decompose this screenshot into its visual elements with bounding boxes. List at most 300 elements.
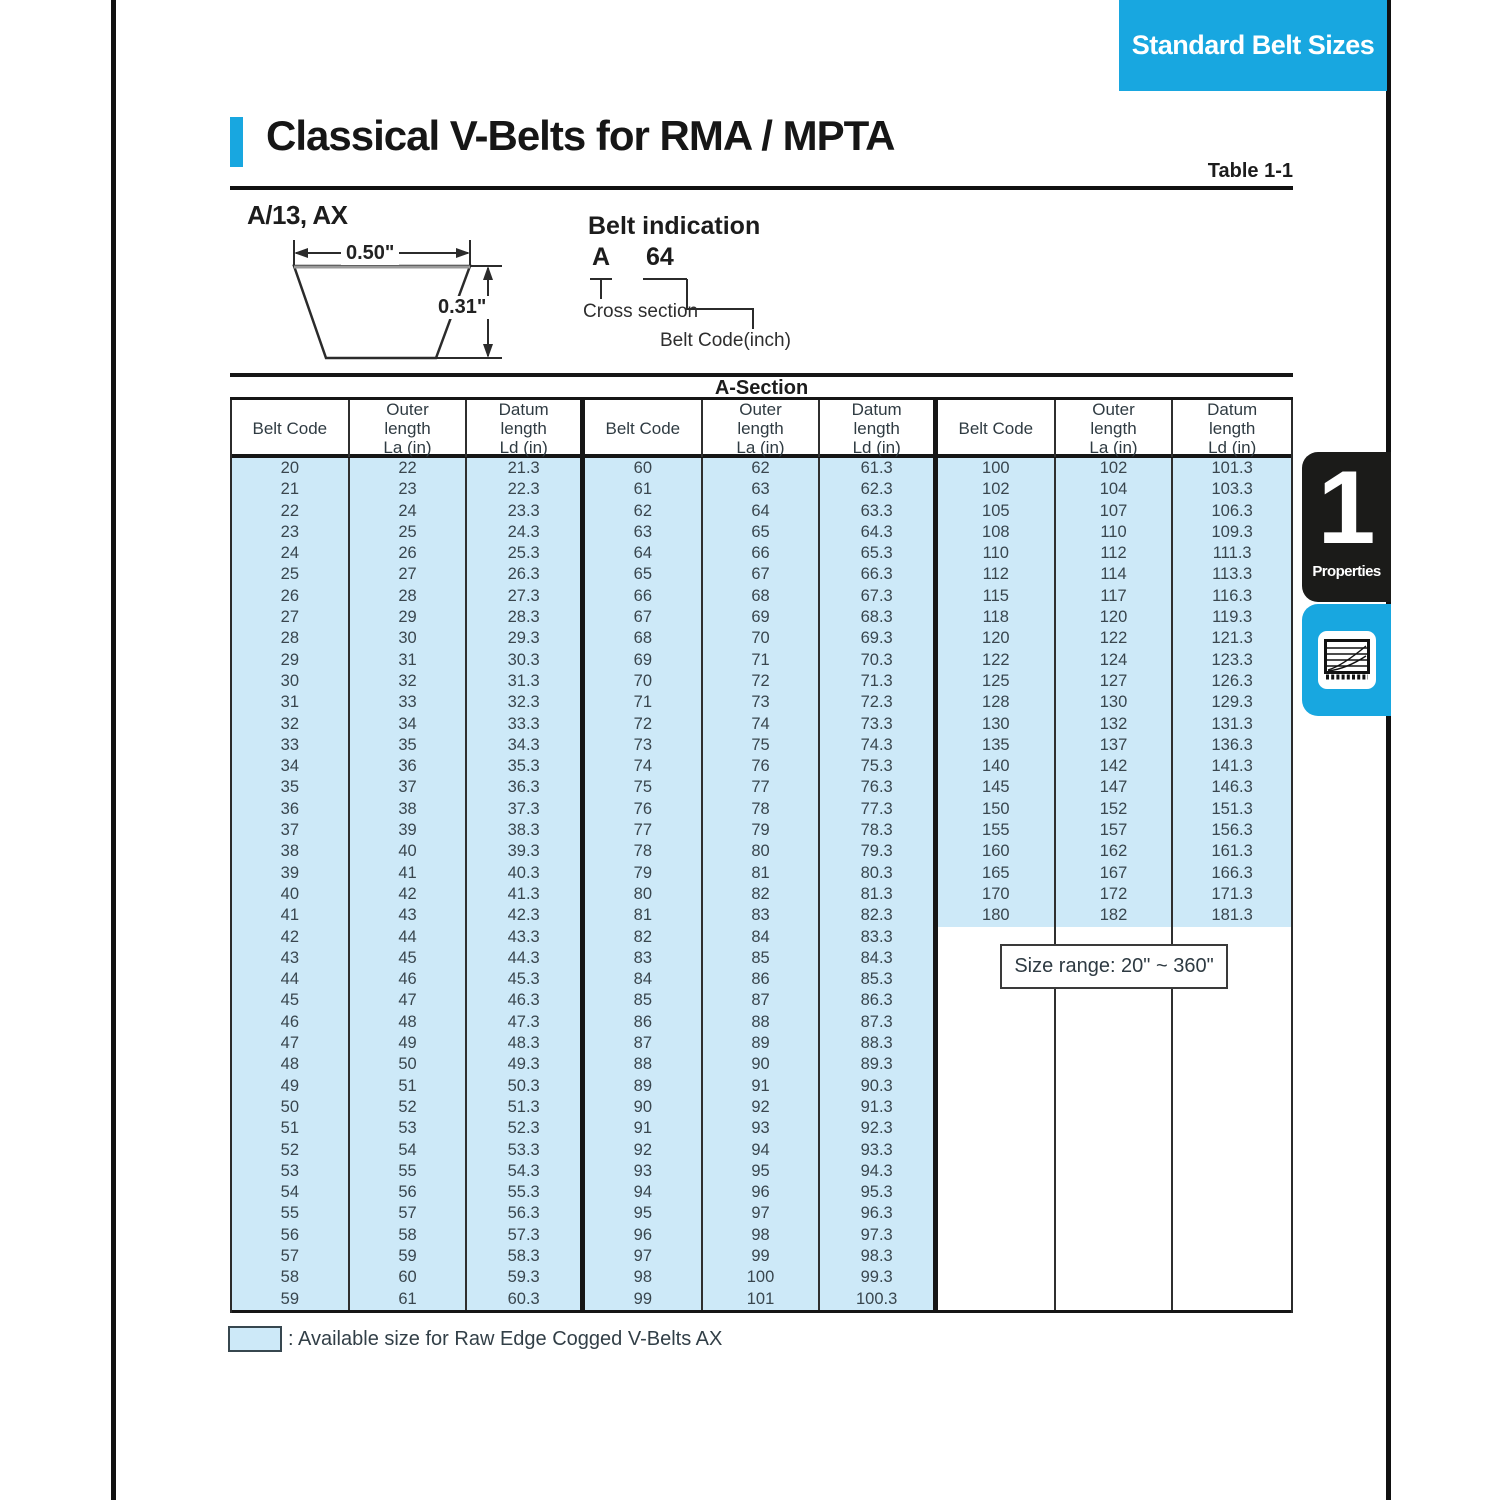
table-cell: 49.3 xyxy=(467,1054,585,1075)
table-cell: 40 xyxy=(350,841,468,862)
table-cell: 51.3 xyxy=(467,1097,585,1118)
table-cell: 151.3 xyxy=(1173,799,1291,820)
table-cell: 31 xyxy=(350,650,468,671)
table-cell xyxy=(1173,1161,1291,1182)
table-cell: 140 xyxy=(938,756,1056,777)
table-cell xyxy=(1056,1033,1174,1054)
table-cell: 136.3 xyxy=(1173,735,1291,756)
table-cell: 82 xyxy=(703,884,821,905)
table-cell: 49 xyxy=(232,1076,350,1097)
table-cell: 160 xyxy=(938,841,1056,862)
table-cell: 109.3 xyxy=(1173,522,1291,543)
table-cell: 103.3 xyxy=(1173,479,1291,500)
table-cell: 33.3 xyxy=(467,714,585,735)
table-cell: 94 xyxy=(703,1140,821,1161)
table-reference: Table 1-1 xyxy=(1207,160,1293,182)
header-outer-length: Outer length La (in) xyxy=(703,400,821,457)
belt-size-table xyxy=(230,373,1293,1313)
table-cell: 62.3 xyxy=(820,479,938,500)
table-cell: 89.3 xyxy=(820,1054,938,1075)
table-cell: 26 xyxy=(350,543,468,564)
table-cell: 116.3 xyxy=(1173,586,1291,607)
table-cell xyxy=(1056,1097,1174,1118)
table-cell: 132 xyxy=(1056,714,1174,735)
table-cell: 122 xyxy=(938,650,1056,671)
table-cell: 73 xyxy=(585,735,703,756)
table-cell: 78 xyxy=(703,799,821,820)
highlight-swatch xyxy=(228,1326,282,1352)
table-cell xyxy=(1056,1118,1174,1139)
table-cell xyxy=(1173,1118,1291,1139)
table-cell: 57 xyxy=(350,1203,468,1224)
header-belt-code: Belt Code xyxy=(232,400,350,457)
table-cell: 69.3 xyxy=(820,628,938,649)
table-cell: 63.3 xyxy=(820,501,938,522)
table-cell: 69 xyxy=(703,607,821,628)
table-cell: 37.3 xyxy=(467,799,585,820)
table-cell: 92 xyxy=(585,1140,703,1161)
table-cell: 100 xyxy=(938,458,1056,479)
table-cell: 24.3 xyxy=(467,522,585,543)
table-cell: 68.3 xyxy=(820,607,938,628)
table-cell: 91.3 xyxy=(820,1097,938,1118)
table-cell: 62 xyxy=(585,501,703,522)
table-cell xyxy=(938,1246,1056,1267)
table-cell: 123.3 xyxy=(1173,650,1291,671)
page-left-rule xyxy=(111,0,116,1500)
table-cell: 72 xyxy=(703,671,821,692)
table-cell: 170 xyxy=(938,884,1056,905)
table-cell: 39 xyxy=(350,820,468,841)
table-cell xyxy=(1173,1225,1291,1246)
table-cell: 66.3 xyxy=(820,564,938,585)
table-cell: 30 xyxy=(232,671,350,692)
table-cell: 83 xyxy=(585,948,703,969)
table-cell: 37 xyxy=(232,820,350,841)
table-cell: 156.3 xyxy=(1173,820,1291,841)
table-cell: 20 xyxy=(232,458,350,479)
chapter-label: Properties xyxy=(1312,563,1381,580)
table-cell xyxy=(938,990,1056,1011)
table-cell: 26 xyxy=(232,586,350,607)
chapter-corner-tab xyxy=(1119,0,1387,91)
table-cell: 56.3 xyxy=(467,1203,585,1224)
table-cell: 111.3 xyxy=(1173,543,1291,564)
table-cell: 66 xyxy=(585,586,703,607)
table-cell: 39.3 xyxy=(467,841,585,862)
table-cell: 63 xyxy=(703,479,821,500)
table-cell: 65 xyxy=(585,564,703,585)
table-cell: 72 xyxy=(585,714,703,735)
table-cell: 64 xyxy=(585,543,703,564)
table-cell: 92 xyxy=(703,1097,821,1118)
table-cell: 41 xyxy=(350,863,468,884)
table-cell: 75 xyxy=(703,735,821,756)
table-cell: 55 xyxy=(232,1203,350,1224)
table-cell: 62 xyxy=(703,458,821,479)
table-cell: 166.3 xyxy=(1173,863,1291,884)
table-cell: 60 xyxy=(585,458,703,479)
chapter-number: 1 xyxy=(1317,450,1376,566)
table-cell: 125 xyxy=(938,671,1056,692)
table-cell: 89 xyxy=(703,1033,821,1054)
table-cell: 129.3 xyxy=(1173,692,1291,713)
table-cell: 84 xyxy=(585,969,703,990)
table-cell xyxy=(938,1225,1056,1246)
table-cell: 54.3 xyxy=(467,1161,585,1182)
table-cell xyxy=(938,1097,1056,1118)
table-cell xyxy=(938,1118,1056,1139)
table-cell: 65 xyxy=(703,522,821,543)
belt-indication-heading: Belt indication xyxy=(588,212,761,240)
table-cell: 155 xyxy=(938,820,1056,841)
table-cell: 36 xyxy=(350,756,468,777)
table-cell: 28 xyxy=(350,586,468,607)
table-cell: 35 xyxy=(350,735,468,756)
table-cell: 46 xyxy=(232,1012,350,1033)
table-cell: 43.3 xyxy=(467,927,585,948)
width-dimension-label: 0.50" xyxy=(341,242,399,265)
table-cell: 77.3 xyxy=(820,799,938,820)
table-cell: 92.3 xyxy=(820,1118,938,1139)
table-cell: 81 xyxy=(585,905,703,926)
table-cell: 73 xyxy=(703,692,821,713)
table-cell: 50 xyxy=(232,1097,350,1118)
table-cell: 69 xyxy=(585,650,703,671)
table-cell: 42 xyxy=(232,927,350,948)
table-cell: 91 xyxy=(585,1118,703,1139)
table-cell: 23.3 xyxy=(467,501,585,522)
table-cell xyxy=(1056,1182,1174,1203)
table-cell xyxy=(1173,1267,1291,1288)
table-cell: 94 xyxy=(585,1182,703,1203)
belt-section-code: A/13, AX xyxy=(247,200,348,230)
table-cell: 105 xyxy=(938,501,1056,522)
table-cell: 25 xyxy=(350,522,468,543)
table-cell: 38.3 xyxy=(467,820,585,841)
table-cell: 112 xyxy=(938,564,1056,585)
table-cell: 152 xyxy=(1056,799,1174,820)
table-cell: 53.3 xyxy=(467,1140,585,1161)
table-cell: 100 xyxy=(703,1267,821,1288)
table-cell: 60.3 xyxy=(467,1289,585,1310)
height-dimension-label: 0.31" xyxy=(433,296,491,319)
table-cell: 43 xyxy=(350,905,468,926)
table-cell: 107 xyxy=(1056,501,1174,522)
table-cell xyxy=(1056,1225,1174,1246)
table-cell: 157 xyxy=(1056,820,1174,841)
table-cell xyxy=(1056,1054,1174,1075)
table-cell: 119.3 xyxy=(1173,607,1291,628)
table-cell: 41.3 xyxy=(467,884,585,905)
chapter-index-tab xyxy=(1302,452,1391,602)
table-cell xyxy=(1056,1289,1174,1310)
table-cell: 86.3 xyxy=(820,990,938,1011)
table-cell: 120 xyxy=(1056,607,1174,628)
table-cell: 52.3 xyxy=(467,1118,585,1139)
table-cell: 101.3 xyxy=(1173,458,1291,479)
corner-tab-label: Standard Belt Sizes xyxy=(1131,30,1375,60)
table-cell: 73.3 xyxy=(820,714,938,735)
table-cell: 40 xyxy=(232,884,350,905)
table-cell: 30.3 xyxy=(467,650,585,671)
legend-text: : Available size for Raw Edge Cogged V-Belts AX xyxy=(288,1327,723,1350)
table-cell xyxy=(1173,1246,1291,1267)
table-cell: 59.3 xyxy=(467,1267,585,1288)
table-cell: 72.3 xyxy=(820,692,938,713)
table-cell: 91 xyxy=(703,1076,821,1097)
table-cell: 22 xyxy=(350,458,468,479)
table-cell: 131.3 xyxy=(1173,714,1291,735)
table-cell: 142 xyxy=(1056,756,1174,777)
table-cell: 97 xyxy=(703,1203,821,1224)
table-cell: 96.3 xyxy=(820,1203,938,1224)
table-cell: 25.3 xyxy=(467,543,585,564)
table-cell: 25 xyxy=(232,564,350,585)
table-cell xyxy=(938,1033,1056,1054)
table-cell: 45 xyxy=(232,990,350,1011)
table-cell: 32 xyxy=(232,714,350,735)
table-cell xyxy=(1056,1267,1174,1288)
table-cell: 137 xyxy=(1056,735,1174,756)
table-cell: 39 xyxy=(232,863,350,884)
table-cell: 70 xyxy=(585,671,703,692)
table-cell: 26.3 xyxy=(467,564,585,585)
table-cell: 68 xyxy=(703,586,821,607)
table-cell: 50.3 xyxy=(467,1076,585,1097)
table-cell: 47 xyxy=(350,990,468,1011)
table-cell xyxy=(938,1203,1056,1224)
table-cell: 64.3 xyxy=(820,522,938,543)
table-cell: 89 xyxy=(585,1076,703,1097)
table-cell: 83 xyxy=(703,905,821,926)
table-cell xyxy=(1173,1097,1291,1118)
table-cell: 57 xyxy=(232,1246,350,1267)
table-cell: 117 xyxy=(1056,586,1174,607)
table-cell: 86 xyxy=(703,969,821,990)
table-cell: 115 xyxy=(938,586,1056,607)
table-cell: 56 xyxy=(232,1225,350,1246)
table-cell: 43 xyxy=(232,948,350,969)
table-cell xyxy=(1056,1246,1174,1267)
table-cell: 48.3 xyxy=(467,1033,585,1054)
header-outer-length: Outer length La (in) xyxy=(1056,400,1174,457)
table-cell: 82 xyxy=(585,927,703,948)
table-cell: 80 xyxy=(585,884,703,905)
table-cell: 46 xyxy=(350,969,468,990)
table-cell: 172 xyxy=(1056,884,1174,905)
table-cell: 81 xyxy=(703,863,821,884)
table-header-row xyxy=(232,400,1291,458)
table-cell: 67.3 xyxy=(820,586,938,607)
table-cell: 165 xyxy=(938,863,1056,884)
table-cell: 78.3 xyxy=(820,820,938,841)
table-cell: 104 xyxy=(1056,479,1174,500)
table-cell: 40.3 xyxy=(467,863,585,884)
table-cell xyxy=(1056,1161,1174,1182)
table-cell: 61 xyxy=(585,479,703,500)
table-cell xyxy=(1173,1140,1291,1161)
table-cell: 106.3 xyxy=(1173,501,1291,522)
table-cell xyxy=(1173,1289,1291,1310)
table-cell: 161.3 xyxy=(1173,841,1291,862)
table-cell: 65.3 xyxy=(820,543,938,564)
table-cell: 120 xyxy=(938,628,1056,649)
table-cell: 36.3 xyxy=(467,777,585,798)
table-cell: 74 xyxy=(703,714,821,735)
table-cell: 45 xyxy=(350,948,468,969)
table-cell: 85 xyxy=(585,990,703,1011)
table-cell: 29 xyxy=(350,607,468,628)
table-cell: 34 xyxy=(232,756,350,777)
table-cell: 110 xyxy=(1056,522,1174,543)
table-cell: 50 xyxy=(350,1054,468,1075)
table-cell: 97.3 xyxy=(820,1225,938,1246)
table-cell: 64 xyxy=(703,501,821,522)
table-cell: 99 xyxy=(703,1246,821,1267)
table-cell: 33 xyxy=(350,692,468,713)
table-cell: 84 xyxy=(703,927,821,948)
table-cell xyxy=(938,1140,1056,1161)
belt-code-label: Belt Code(inch) xyxy=(660,330,791,351)
table-cell: 38 xyxy=(350,799,468,820)
header-belt-code: Belt Code xyxy=(585,400,703,457)
table-cell: 21 xyxy=(232,479,350,500)
table-cell xyxy=(938,1161,1056,1182)
table-cell: 34 xyxy=(350,714,468,735)
table-cell: 90 xyxy=(585,1097,703,1118)
table-cell: 22.3 xyxy=(467,479,585,500)
table-cell: 45.3 xyxy=(467,969,585,990)
table-cell: 135 xyxy=(938,735,1056,756)
table-cell xyxy=(1056,1012,1174,1033)
table-cell: 58 xyxy=(350,1225,468,1246)
table-cell: 22 xyxy=(232,501,350,522)
table-cell: 27 xyxy=(350,564,468,585)
table-cell: 79.3 xyxy=(820,841,938,862)
table-cell: 31 xyxy=(232,692,350,713)
table-cell xyxy=(1173,1033,1291,1054)
table-cell: 35.3 xyxy=(467,756,585,777)
table-cell: 88.3 xyxy=(820,1033,938,1054)
table-cell: 145 xyxy=(938,777,1056,798)
table-cell: 56 xyxy=(350,1182,468,1203)
table-cell xyxy=(1173,1076,1291,1097)
table-cell: 95 xyxy=(703,1161,821,1182)
table-cell: 23 xyxy=(350,479,468,500)
table-cell: 57.3 xyxy=(467,1225,585,1246)
table-cell: 71 xyxy=(703,650,821,671)
size-range-note: Size range: 20" ~ 360" xyxy=(1000,944,1228,989)
table-cell: 80 xyxy=(703,841,821,862)
table-cell: 98 xyxy=(703,1225,821,1246)
table-cell: 93 xyxy=(703,1118,821,1139)
table-cell: 52 xyxy=(350,1097,468,1118)
table-cell: 96 xyxy=(703,1182,821,1203)
title-accent-bar xyxy=(230,117,243,167)
table-cell: 124 xyxy=(1056,650,1174,671)
table-cell: 23 xyxy=(232,522,350,543)
table-cell: 130 xyxy=(1056,692,1174,713)
table-cell: 93.3 xyxy=(820,1140,938,1161)
table-cell: 54 xyxy=(232,1182,350,1203)
table-cell: 171.3 xyxy=(1173,884,1291,905)
chart-icon xyxy=(1318,631,1376,689)
table-cell: 87.3 xyxy=(820,1012,938,1033)
table-cell: 83.3 xyxy=(820,927,938,948)
table-cell: 98.3 xyxy=(820,1246,938,1267)
table-cell: 55 xyxy=(350,1161,468,1182)
table-cell: 60 xyxy=(350,1267,468,1288)
table-cell: 33 xyxy=(232,735,350,756)
table-cell: 74 xyxy=(585,756,703,777)
table-cell: 87 xyxy=(585,1033,703,1054)
table-cell: 24 xyxy=(232,543,350,564)
table-cell: 71 xyxy=(585,692,703,713)
table-cell: 84.3 xyxy=(820,948,938,969)
table-cell: 126.3 xyxy=(1173,671,1291,692)
table-cell: 98 xyxy=(585,1267,703,1288)
table-cell: 76 xyxy=(703,756,821,777)
table-cell: 59 xyxy=(232,1289,350,1310)
table-cell xyxy=(938,1289,1056,1310)
table-cell: 61 xyxy=(350,1289,468,1310)
table-cell: 35 xyxy=(232,777,350,798)
table-cell: 58 xyxy=(232,1267,350,1288)
cross-section-label: Cross section xyxy=(583,301,699,322)
table-cell: 79 xyxy=(585,863,703,884)
table-cell: 80.3 xyxy=(820,863,938,884)
table-cell: 47.3 xyxy=(467,1012,585,1033)
table-cell: 44 xyxy=(350,927,468,948)
table-cell: 61.3 xyxy=(820,458,938,479)
table-grid xyxy=(230,400,1293,1313)
table-cell: 97 xyxy=(585,1246,703,1267)
table-cell xyxy=(938,1267,1056,1288)
table-cell: 29.3 xyxy=(467,628,585,649)
table-cell: 47 xyxy=(232,1033,350,1054)
table-cell: 95 xyxy=(585,1203,703,1224)
table-cell xyxy=(1173,1054,1291,1075)
table-cell: 94.3 xyxy=(820,1161,938,1182)
table-cell xyxy=(938,1076,1056,1097)
table-cell: 85.3 xyxy=(820,969,938,990)
table-cell: 52 xyxy=(232,1140,350,1161)
table-cell: 66 xyxy=(703,543,821,564)
table-cell: 31.3 xyxy=(467,671,585,692)
table-cell: 48 xyxy=(350,1012,468,1033)
table-cell: 76.3 xyxy=(820,777,938,798)
table-cell: 30 xyxy=(350,628,468,649)
table-cell xyxy=(1173,1182,1291,1203)
header-datum-length: Datum length Ld (in) xyxy=(1207,400,1258,457)
page-right-rule xyxy=(1386,0,1391,1500)
table-cell: 122 xyxy=(1056,628,1174,649)
table-cell: 112 xyxy=(1056,543,1174,564)
table-cell: 28.3 xyxy=(467,607,585,628)
table-cell: 93 xyxy=(585,1161,703,1182)
table-section-title: A-Section xyxy=(230,373,1293,400)
table-cell: 49 xyxy=(350,1033,468,1054)
table-cell: 53 xyxy=(350,1118,468,1139)
table-cell: 90.3 xyxy=(820,1076,938,1097)
table-cell: 110 xyxy=(938,543,1056,564)
table-cell: 167 xyxy=(1056,863,1174,884)
table-cell: 67 xyxy=(585,607,703,628)
table-cell: 46.3 xyxy=(467,990,585,1011)
table-cell: 182 xyxy=(1056,905,1174,926)
table-cell xyxy=(1173,1012,1291,1033)
